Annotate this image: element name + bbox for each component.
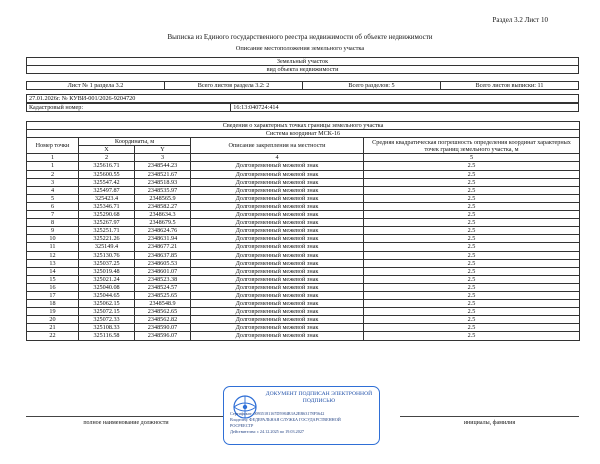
point-y: 2348525.65 [135, 291, 191, 299]
col-index: 4 [191, 154, 364, 162]
electronic-signature-stamp [223, 386, 380, 445]
point-error: 2.5 [364, 194, 580, 202]
sheet-info-table [26, 81, 579, 90]
point-description: Долговременный межевой знак [191, 259, 364, 267]
point-description: Долговременный межевой знак [191, 178, 364, 186]
point-y: 2348634.3 [135, 211, 191, 219]
table-row [27, 170, 580, 178]
point-y: 2348601.07 [135, 267, 191, 275]
point-error: 2.5 [364, 202, 580, 210]
point-number: 21 [27, 324, 79, 332]
point-number: 11 [27, 243, 79, 251]
point-description: Долговременный межевой знак [191, 235, 364, 243]
point-description: Долговременный межевой знак [191, 162, 364, 170]
table-row [27, 162, 580, 170]
point-description: Долговременный межевой знак [191, 267, 364, 275]
point-number: 16 [27, 283, 79, 291]
object-type-caption: вид объекта недвижимости [27, 66, 579, 74]
stamp-certificate: Сертификат: 00935181167D5984B3A2EB63178F5642 [230, 411, 325, 416]
point-description: Долговременный межевой знак [191, 275, 364, 283]
col-index: 5 [364, 154, 580, 162]
point-error: 2.5 [364, 291, 580, 299]
point-number: 6 [27, 202, 79, 210]
sheet-label: Раздел 3.2 Лист 10 [492, 16, 548, 24]
stamp-owner: Владелец: ФЕДЕРАЛЬНАЯ СЛУЖБА ГОСУДАРСТВЕННОЙ [230, 417, 341, 422]
point-x: 325497.87 [79, 186, 135, 194]
point-y: 2348637.85 [135, 251, 191, 259]
point-number: 12 [27, 251, 79, 259]
point-error: 2.5 [364, 300, 580, 308]
point-y: 2348582.27 [135, 202, 191, 210]
point-number: 5 [27, 194, 79, 202]
document-title: Выписка из Единого государственного реестра недвижимости об объекте недвижимости [167, 33, 433, 41]
point-y: 2348535.97 [135, 186, 191, 194]
point-y: 2348605.53 [135, 259, 191, 267]
point-y: 2348677.21 [135, 243, 191, 251]
point-x: 325346.71 [79, 202, 135, 210]
point-y: 2348562.82 [135, 316, 191, 324]
point-number: 1 [27, 162, 79, 170]
point-error: 2.5 [364, 186, 580, 194]
point-error: 2.5 [364, 324, 580, 332]
point-description: Долговременный межевой знак [191, 300, 364, 308]
table-row [27, 332, 580, 340]
point-x: 325116.58 [79, 332, 135, 340]
table-row [27, 227, 580, 235]
point-x: 325423.4 [79, 194, 135, 202]
point-error: 2.5 [364, 251, 580, 259]
point-x: 325108.33 [79, 324, 135, 332]
sections-total: Всего разделов: 5 [303, 82, 441, 90]
object-type-table [26, 57, 579, 74]
col-y-header: Y [135, 146, 191, 154]
date-number: 27.01.2026г. № КУВИ-001/2026-9204720 [27, 95, 579, 103]
point-y: 2348523.38 [135, 275, 191, 283]
point-number: 22 [27, 332, 79, 340]
object-type: Земельный участок [27, 58, 579, 66]
boundary-points-table [26, 121, 580, 341]
point-number: 15 [27, 275, 79, 283]
point-error: 2.5 [364, 211, 580, 219]
point-error: 2.5 [364, 243, 580, 251]
point-error: 2.5 [364, 162, 580, 170]
coordinate-system: Система координат МСК-16 [27, 130, 580, 138]
col-index: 3 [135, 154, 191, 162]
table-row [27, 308, 580, 316]
point-error: 2.5 [364, 332, 580, 340]
table-row [27, 235, 580, 243]
cadastral-value: 16:13:040724:414 [231, 104, 579, 112]
point-description: Долговременный межевой знак [191, 251, 364, 259]
stamp-validity: Действителен: с 24.12.2025 по 19.03.2027 [230, 429, 305, 434]
point-error: 2.5 [364, 283, 580, 291]
extract-sheets-total: Всего листов выписки: 11 [441, 82, 579, 90]
point-x: 325600.55 [79, 170, 135, 178]
point-x: 325062.15 [79, 300, 135, 308]
point-y: 2348565.9 [135, 194, 191, 202]
point-error: 2.5 [364, 178, 580, 186]
point-error: 2.5 [364, 316, 580, 324]
table-row [27, 267, 580, 275]
point-y: 2348521.67 [135, 170, 191, 178]
point-description: Долговременный межевой знак [191, 186, 364, 194]
point-y: 2348679.5 [135, 219, 191, 227]
point-description: Долговременный межевой знак [191, 332, 364, 340]
table-row [27, 259, 580, 267]
point-description: Долговременный межевой знак [191, 227, 364, 235]
table-row [27, 178, 580, 186]
point-description: Долговременный межевой знак [191, 202, 364, 210]
points-body [27, 162, 580, 340]
points-caption: Сведения о характерных точках границы земельного участка [27, 122, 580, 130]
point-description: Долговременный межевой знак [191, 308, 364, 316]
position-signature-line [26, 416, 226, 417]
point-error: 2.5 [364, 267, 580, 275]
cadastral-table [26, 103, 579, 112]
point-x: 325044.65 [79, 291, 135, 299]
point-y: 2348596.07 [135, 332, 191, 340]
point-description: Долговременный межевой знак [191, 243, 364, 251]
stamp-heading: ДОКУМЕНТ ПОДПИСАН ЭЛЕКТРОННОЙ ПОДПИСЬЮ [265, 391, 373, 404]
point-x: 325616.71 [79, 162, 135, 170]
point-description: Долговременный межевой знак [191, 219, 364, 227]
point-number: 8 [27, 219, 79, 227]
table-row [27, 300, 580, 308]
point-description: Долговременный межевой знак [191, 211, 364, 219]
point-y: 2348524.57 [135, 283, 191, 291]
stamp-owner-line2: РОСРЕЕСТР [230, 423, 254, 428]
point-description: Долговременный межевой знак [191, 194, 364, 202]
point-number: 4 [27, 186, 79, 194]
table-row [27, 243, 580, 251]
point-y: 2348518.93 [135, 178, 191, 186]
point-error: 2.5 [364, 219, 580, 227]
point-y: 2348624.76 [135, 227, 191, 235]
point-x: 325290.68 [79, 211, 135, 219]
col-index: 2 [79, 154, 135, 162]
table-row [27, 324, 580, 332]
point-error: 2.5 [364, 170, 580, 178]
point-x: 325251.71 [79, 227, 135, 235]
date-number-row [26, 94, 579, 103]
section-sheets-total: Всего листов раздела 3.2: 2 [165, 82, 303, 90]
point-x: 325267.97 [79, 219, 135, 227]
point-description: Долговременный межевой знак [191, 283, 364, 291]
point-x: 325040.08 [79, 283, 135, 291]
table-row [27, 211, 580, 219]
table-row [27, 219, 580, 227]
point-number: 7 [27, 211, 79, 219]
table-row [27, 186, 580, 194]
point-y: 2348590.07 [135, 324, 191, 332]
cadastral-label: Кадастровый номер: [27, 104, 231, 112]
point-number: 13 [27, 259, 79, 267]
col-index: 1 [27, 154, 79, 162]
point-x: 325072.33 [79, 316, 135, 324]
point-x: 325221.26 [79, 235, 135, 243]
table-row [27, 251, 580, 259]
point-x: 325130.76 [79, 251, 135, 259]
position-label: полное наименование должности [83, 420, 169, 426]
document-subtitle: Описание местоположения земельного участка [235, 45, 365, 52]
col-number-header: Номер точки [27, 138, 79, 154]
sheet-number: Лист № 1 раздела 3.2 [27, 82, 165, 90]
table-row [27, 283, 580, 291]
point-error: 2.5 [364, 235, 580, 243]
name-label: инициалы, фамилия [463, 420, 516, 426]
point-y: 2348562.65 [135, 308, 191, 316]
point-number: 3 [27, 178, 79, 186]
table-row [27, 194, 580, 202]
col-coords-header: Координаты, м [79, 138, 191, 146]
point-y: 2348544.23 [135, 162, 191, 170]
point-description: Долговременный межевой знак [191, 170, 364, 178]
point-x: 325021.24 [79, 275, 135, 283]
point-description: Долговременный межевой знак [191, 324, 364, 332]
point-x: 325019.48 [79, 267, 135, 275]
col-error-header: Средняя квадратическая погрешность определения координат характерных точек границ земельного участка, м [364, 138, 580, 154]
point-x: 325072.15 [79, 308, 135, 316]
point-number: 18 [27, 300, 79, 308]
name-signature-line [400, 416, 579, 417]
point-x: 325149.4 [79, 243, 135, 251]
point-y: 2348548.9 [135, 300, 191, 308]
point-description: Долговременный межевой знак [191, 291, 364, 299]
point-error: 2.5 [364, 275, 580, 283]
point-number: 14 [27, 267, 79, 275]
point-number: 20 [27, 316, 79, 324]
table-row [27, 316, 580, 324]
point-number: 19 [27, 308, 79, 316]
point-error: 2.5 [364, 227, 580, 235]
point-description: Долговременный межевой знак [191, 316, 364, 324]
point-number: 2 [27, 170, 79, 178]
table-row [27, 291, 580, 299]
col-x-header: X [79, 146, 135, 154]
point-y: 2348631.94 [135, 235, 191, 243]
col-desc-header: Описание закрепления на местности [191, 138, 364, 154]
point-error: 2.5 [364, 308, 580, 316]
table-row [27, 202, 580, 210]
point-x: 325547.42 [79, 178, 135, 186]
point-error: 2.5 [364, 259, 580, 267]
point-x: 325037.25 [79, 259, 135, 267]
table-row [27, 275, 580, 283]
point-number: 9 [27, 227, 79, 235]
point-number: 10 [27, 235, 79, 243]
point-number: 17 [27, 291, 79, 299]
